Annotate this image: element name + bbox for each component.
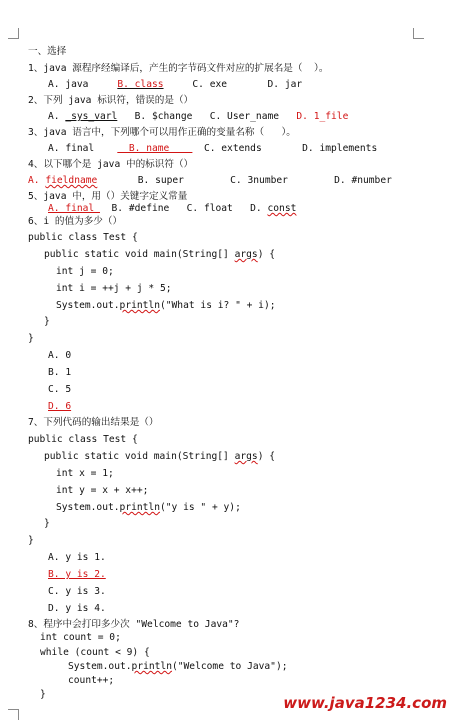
- text-segment: 3、java 语言中，下列哪个可以用作正确的变量名称（ ）。: [28, 127, 296, 138]
- text-line: [48, 569, 106, 581]
- text-segment: }: [28, 535, 34, 546]
- text-segment: C. 5: [48, 384, 72, 395]
- text-line: [56, 283, 172, 295]
- text-line: [28, 159, 193, 171]
- text-segment: 7、下列代码的输出结果是（）: [28, 417, 159, 428]
- answer-text: D. 6: [48, 401, 72, 412]
- text-segment: int j = 0;: [56, 266, 114, 277]
- text-line: [28, 417, 159, 429]
- text-line: [28, 333, 34, 345]
- text-line: [40, 647, 150, 659]
- text-line: [48, 586, 106, 598]
- text-segment: 1、java 源程序经编译后，产生的字节码文件对应的扩展名是（ ）。: [28, 63, 329, 74]
- text-segment: 8、程序中会打印多少次 "Welcome to Java"?: [28, 619, 240, 630]
- text-segment: int count = 0;: [40, 632, 121, 643]
- margin-mark-top-right: [413, 28, 424, 39]
- text-segment: 6、i 的值为多少（）: [28, 216, 123, 227]
- answer-text: D. 1_file: [296, 111, 349, 122]
- text-segment: println: [119, 300, 160, 311]
- text-segment: 2、下列 java 标识符，错误的是（）: [28, 95, 194, 106]
- text-segment: int x = 1;: [56, 468, 114, 479]
- answer-text: B. name: [117, 143, 193, 154]
- text-line: [68, 661, 288, 673]
- text-segment: int i = ++j + j * 5;: [56, 283, 172, 294]
- text-segment: B. #define C. float D.: [99, 203, 268, 214]
- text-segment: System.out.: [56, 502, 120, 513]
- text-segment: public static void main(String[]: [44, 451, 235, 462]
- text-segment: }: [40, 689, 46, 700]
- text-segment: public class Test {: [28, 232, 138, 243]
- text-line: [28, 63, 328, 75]
- text-segment: B. $change C. User_name: [117, 111, 297, 122]
- margin-mark-top-left: [8, 28, 19, 39]
- text-line: [48, 143, 377, 155]
- text-line: [48, 203, 296, 215]
- text-segment: public class Test {: [28, 434, 138, 445]
- text-line: [44, 249, 275, 261]
- text-line: [28, 95, 193, 107]
- text-segment: _sys_varl: [65, 111, 118, 122]
- text-segment: args: [234, 249, 258, 260]
- text-segment: 5、java 中，用（）关键字定义常量: [28, 191, 188, 202]
- text-segment: ) {: [257, 451, 276, 462]
- text-segment: 一、选择: [28, 46, 67, 57]
- text-line: [28, 535, 34, 547]
- text-line: [28, 127, 296, 139]
- text-segment: }: [44, 518, 50, 529]
- text-line: [44, 316, 50, 328]
- text-line: [28, 434, 138, 446]
- text-line: [56, 502, 241, 514]
- answer-text: A. final: [48, 203, 100, 214]
- answer-text: fieldname: [45, 175, 98, 186]
- text-line: [48, 367, 71, 379]
- text-segment: public static void main(String[]: [44, 249, 235, 260]
- text-segment: A. y is 1.: [48, 552, 106, 563]
- text-segment: System.out.: [56, 300, 120, 311]
- answer-text: B. class: [117, 79, 164, 90]
- text-segment: C. extends D. implements: [192, 143, 378, 154]
- text-line: [56, 485, 148, 497]
- answer-text: B. y is 2.: [48, 569, 106, 580]
- text-segment: A. final: [48, 143, 118, 154]
- text-line: [28, 46, 66, 58]
- text-line: [48, 79, 302, 91]
- text-segment: }: [28, 333, 34, 344]
- watermark-url: www.java1234.com: [283, 694, 447, 712]
- text-line: [48, 552, 106, 564]
- text-line: [56, 468, 114, 480]
- text-line: [48, 350, 71, 362]
- text-line: [28, 191, 187, 203]
- text-segment: ("y is " + y);: [159, 502, 241, 513]
- text-line: [48, 603, 106, 615]
- text-line: [40, 689, 46, 701]
- text-line: [48, 384, 71, 396]
- text-line: [28, 216, 122, 228]
- text-line: [40, 632, 121, 644]
- text-segment: ) {: [257, 249, 276, 260]
- text-segment: int y = x + x++;: [56, 485, 149, 496]
- text-line: [28, 619, 239, 631]
- text-segment: ("What is i? " + i);: [159, 300, 276, 311]
- text-segment: B. 1: [48, 367, 72, 378]
- text-segment: System.out.: [68, 661, 132, 672]
- answer-text: A.: [28, 175, 46, 186]
- text-segment: args: [234, 451, 258, 462]
- text-segment: C. y is 3.: [48, 586, 106, 597]
- text-segment: C. exe D. jar: [163, 79, 303, 90]
- text-line: [28, 175, 392, 187]
- text-line: [56, 300, 276, 312]
- text-line: [56, 266, 114, 278]
- text-segment: println: [131, 661, 172, 672]
- margin-mark-bottom-left: [8, 709, 19, 720]
- text-line: [44, 451, 275, 463]
- text-segment: B. super C. 3number D. #number: [97, 175, 392, 186]
- text-segment: D. y is 4.: [48, 603, 106, 614]
- text-segment: ("Welcome to Java");: [171, 661, 288, 672]
- text-segment: count++;: [68, 675, 115, 686]
- text-line: [68, 675, 114, 687]
- text-segment: A. java: [48, 79, 118, 90]
- text-line: [28, 232, 138, 244]
- text-segment: println: [119, 502, 160, 513]
- text-segment: A.: [48, 111, 66, 122]
- text-segment: }: [44, 316, 50, 327]
- text-line: [48, 111, 348, 123]
- text-line: [44, 518, 50, 530]
- text-line: [48, 401, 71, 413]
- text-segment: A. 0: [48, 350, 72, 361]
- text-segment: 4、以下哪个是 java 中的标识符（）: [28, 159, 194, 170]
- text-segment: while (count < 9) {: [40, 647, 150, 658]
- text-segment: const: [267, 203, 297, 214]
